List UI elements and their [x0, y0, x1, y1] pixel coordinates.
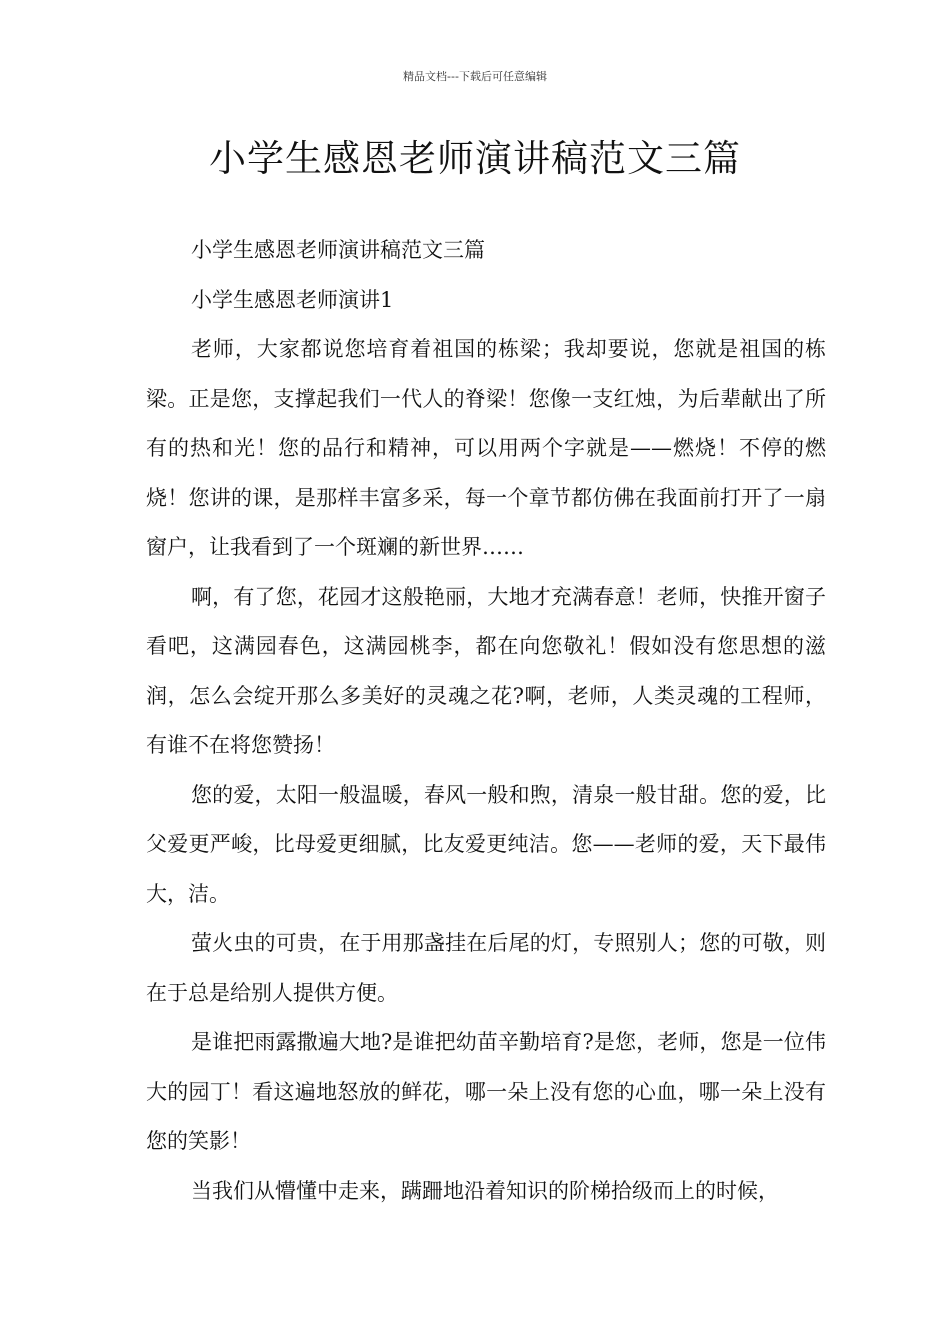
paragraph: 小学生感恩老师演讲稿范文三篇	[191, 238, 485, 262]
paragraph: 是谁把雨露撒遍大地?是谁把幼苗辛勤培育?是您，老师，您是一位伟大的园丁！看这遍地怒放的鲜花，哪一朵上没有您的心血，哪一朵上没有您的笑影！	[146, 1030, 826, 1153]
paragraph: 您的爱，太阳一般温暖，春风一般和煦，清泉一般甘甜。您的爱，比父爱更严峻，比母爱更细腻，比友爱更纯洁。您——老师的爱，天下最伟大，洁。	[146, 782, 826, 906]
document-title: 小学生感恩老师演讲稿范文三篇	[209, 137, 741, 180]
header-note: 精品文档---下载后可任意编辑	[403, 70, 547, 83]
document-body	[146, 226, 826, 1216]
paragraph: 萤火虫的可贵，在于用那盏挂在后尾的灯，专照别人；您的可敬，则在于总是给别人提供方便。	[146, 931, 826, 1005]
paragraph: 当我们从懵懂中走来，蹒跚地沿着知识的阶梯拾级而上的时候，	[191, 1178, 779, 1203]
paragraph: 小学生感恩老师演讲1	[191, 287, 394, 312]
paragraph: 老师，大家都说您培育着祖国的栋梁；我却要说，您就是祖国的栋梁。正是您，支撑起我们一代人的脊梁！您像一支红烛，为后辈献出了所有的热和光！您的品行和精神，可以用两个字就是——燃烧！不停的燃烧！您讲的课，是那样丰富多采，每一个章节都仿佛在我面前打开了一扇窗户，让我看到了一个斑斓的新世界……	[146, 337, 826, 559]
paragraph: 啊，有了您，花园才这般艳丽，大地才充满春意！老师，快推开窗子看吧，这满园春色，这满园桃李，都在向您敬礼！假如没有您思想的滋润，怎么会绽开那么多美好的灵魂之花?啊，老师，人类灵魂的工程师，有谁不在将您赞扬！	[146, 584, 826, 757]
